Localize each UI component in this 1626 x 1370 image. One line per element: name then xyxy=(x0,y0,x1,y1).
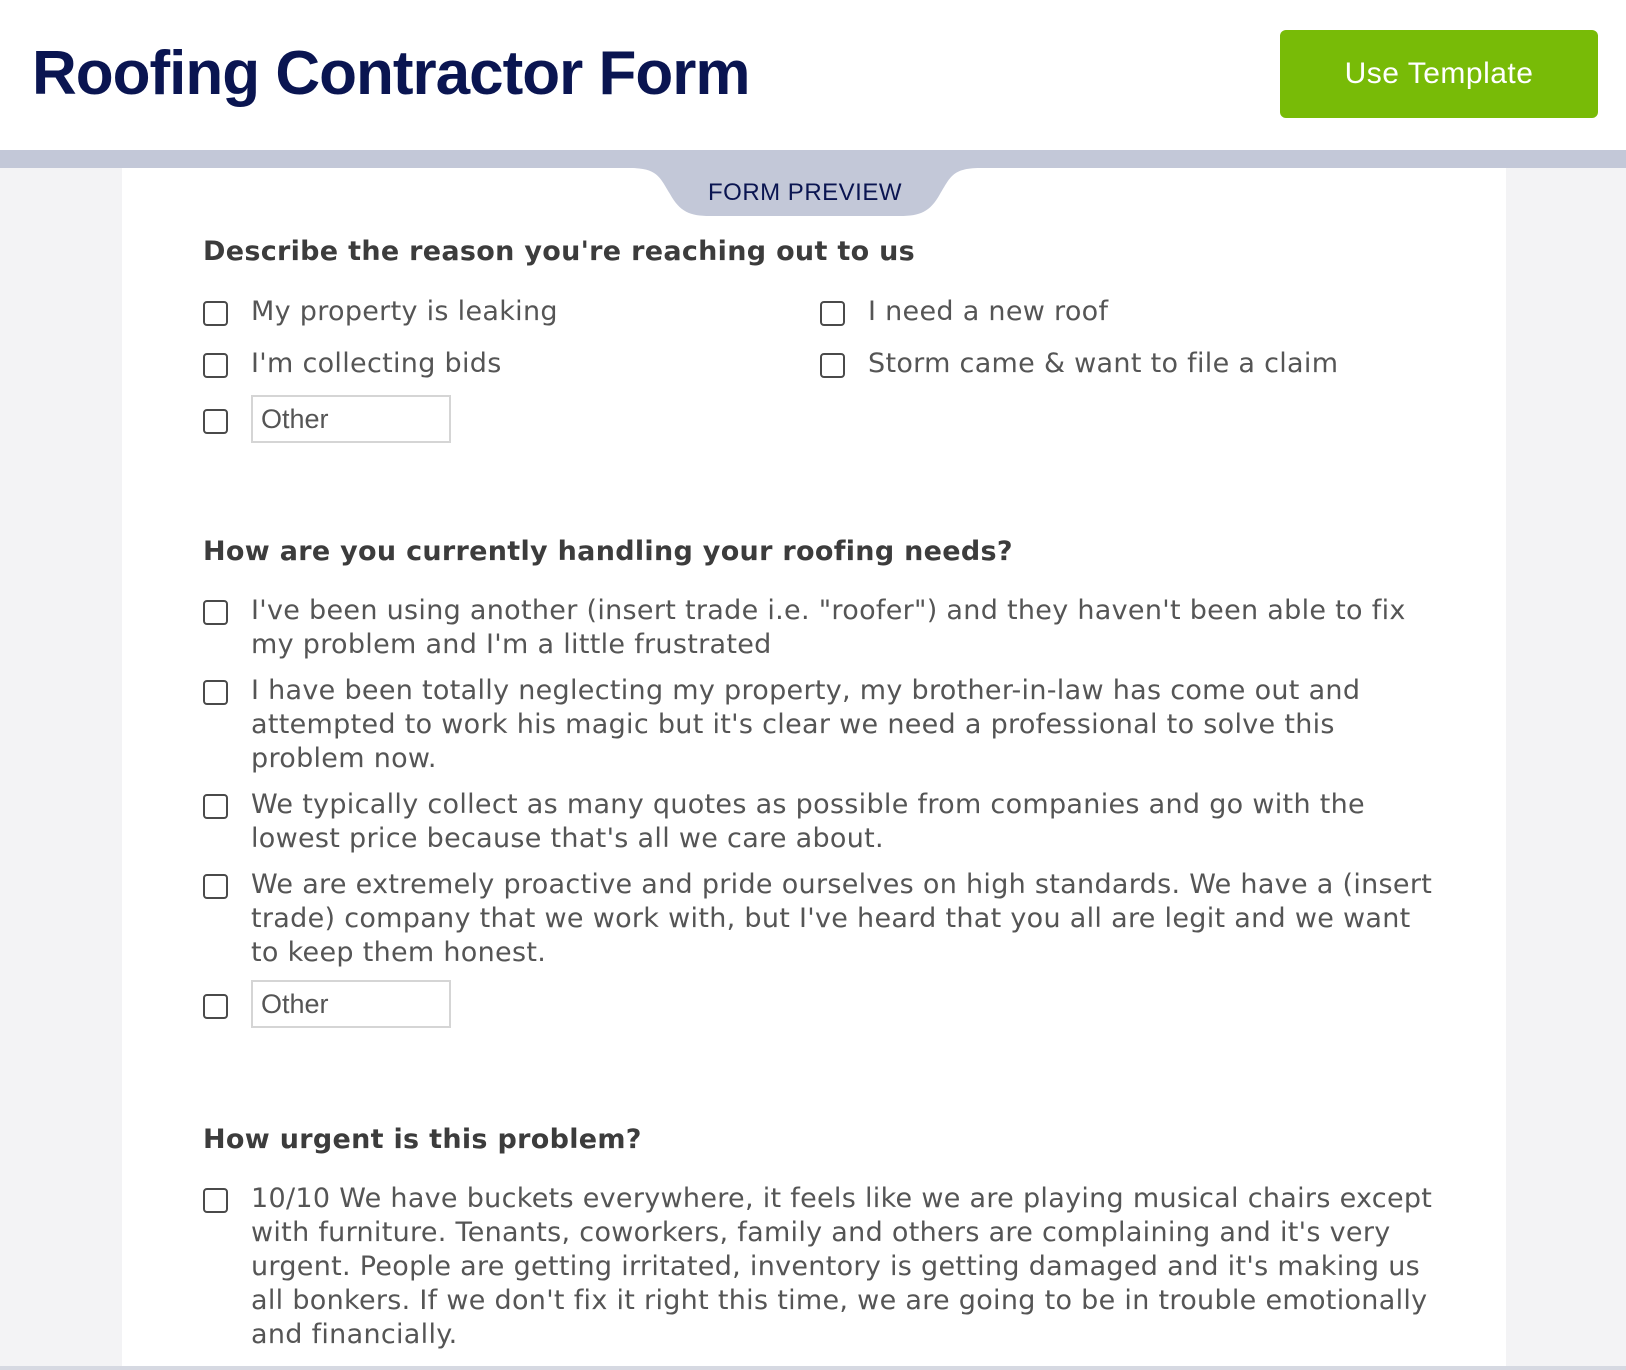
option-label: I'm collecting bids xyxy=(251,348,502,379)
checkbox[interactable] xyxy=(203,680,228,705)
checkbox[interactable] xyxy=(203,994,228,1019)
checkbox[interactable] xyxy=(203,409,228,434)
option-proactive[interactable] xyxy=(203,868,1443,970)
option-urgent-10[interactable] xyxy=(203,1182,1443,1352)
checkbox[interactable] xyxy=(203,794,228,819)
question-urgency: How urgent is this problem? xyxy=(203,1124,642,1155)
option-other[interactable] xyxy=(203,988,451,1028)
checkbox[interactable] xyxy=(203,600,228,625)
header xyxy=(0,0,1626,150)
checkbox[interactable] xyxy=(203,1188,228,1213)
header-divider xyxy=(0,150,1626,168)
option-label: 10/10 We have buckets everywhere, it feels like we are playing musical chairs except with furniture. Tenants, coworkers, family and others are complaining and it's very urgent. People are getting irritated, inventory is getting damaged and it's making us all bonkers. If we don't fix it right this time, we are going to be in trouble emotionally and financially. xyxy=(251,1183,1433,1350)
option-neglecting[interactable] xyxy=(203,674,1443,776)
option-lowest-price[interactable] xyxy=(203,788,1443,856)
footer-divider xyxy=(0,1366,1626,1370)
other-input[interactable] xyxy=(251,395,451,443)
option-label: We are extremely proactive and pride ourselves on high standards. We have a (insert trade) company that we work with, but I've heard that you all are legit and we want to keep them honest. xyxy=(251,869,1433,968)
option-label: I've been using another (insert trade i.e. "roofer") and they haven't been able to fix my problem and I'm a little frustrated xyxy=(251,595,1406,660)
other-input[interactable] xyxy=(251,980,451,1028)
option-other[interactable] xyxy=(203,403,451,443)
checkbox[interactable] xyxy=(203,353,228,378)
checkbox[interactable] xyxy=(203,301,228,326)
checkbox[interactable] xyxy=(820,301,845,326)
question-reason: Describe the reason you're reaching out to us xyxy=(203,236,916,267)
option-another-roofer[interactable] xyxy=(203,594,1443,662)
option-label: I need a new roof xyxy=(868,296,1109,327)
checkbox[interactable] xyxy=(820,353,845,378)
option-new-roof[interactable] xyxy=(820,295,1440,329)
option-collecting-bids[interactable] xyxy=(203,347,783,381)
use-template-button[interactable]: Use Template xyxy=(1280,30,1598,118)
option-label: I have been totally neglecting my property, my brother-in-law has come out and attempted to work his magic but it's clear we need a professional to solve this problem now. xyxy=(251,675,1361,774)
question-handling: How are you currently handling your roofing needs? xyxy=(203,536,1013,567)
form-preview-label: FORM PREVIEW xyxy=(707,179,902,206)
option-label: We typically collect as many quotes as possible from companies and go with the lowest price because that's all we care about. xyxy=(251,789,1365,854)
option-property-leaking[interactable] xyxy=(203,295,783,329)
option-label: My property is leaking xyxy=(251,296,558,327)
option-label: Storm came & want to file a claim xyxy=(868,348,1339,379)
option-storm-claim[interactable] xyxy=(820,347,1440,381)
page-title: Roofing Contractor Form xyxy=(32,39,750,108)
checkbox[interactable] xyxy=(203,874,228,899)
